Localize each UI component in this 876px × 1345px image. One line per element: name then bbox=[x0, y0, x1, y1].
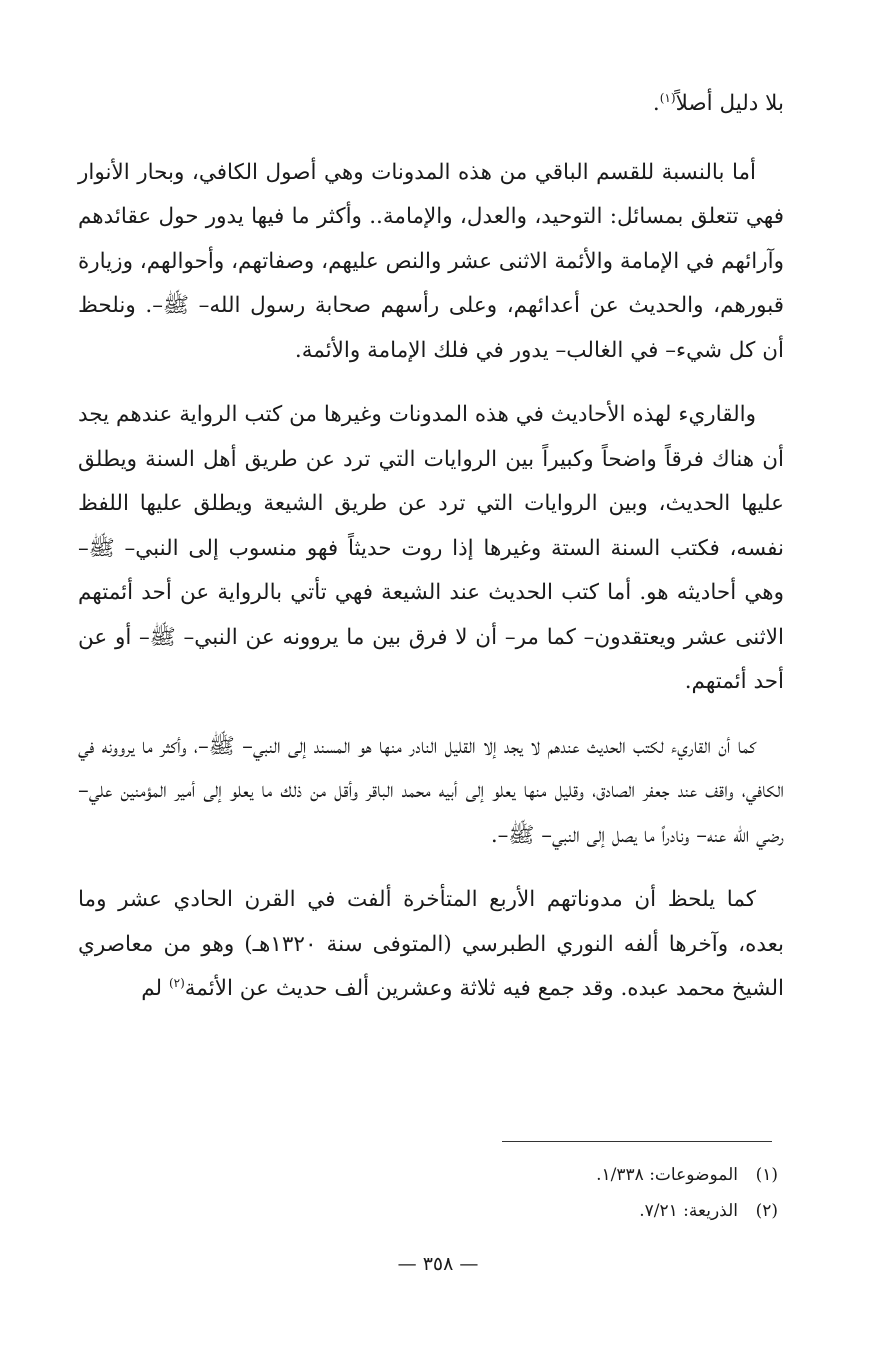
paragraph-2 bbox=[78, 393, 784, 705]
intro-text: بلا دليل أصلاً bbox=[675, 91, 784, 116]
footnote-2 bbox=[120, 1193, 778, 1229]
paragraph-1-text: أما بالنسبة للقسم الباقي من هذه المدونات وهي أصول الكافي، وبحار الأنوار فهي تتعلق بمسائل: التوحيد، والعدل، والإمامة.. وأكثر ما فيها يدور حول عقائدهم وآرائهم في الإمامة والأئمة الاثنى عشر والنص عليهم، وصفاتهم، وأحوالهم، وزيارة قبورهم، والحديث عن أعدائهم، وعلى رأسهم صحابة رسول الله– ﷺ–. ونلحظ أن كل شيء– في الغالب– يدور في فلك الإمامة والأئمة. bbox=[78, 159, 784, 363]
footnotes bbox=[120, 1157, 778, 1229]
intro-line bbox=[78, 82, 784, 127]
footnote-1 bbox=[120, 1157, 778, 1193]
paragraph-4-end: لم bbox=[141, 976, 169, 1001]
footnote-ref-1[interactable]: (١) bbox=[659, 90, 676, 105]
footnote-2-number: (٢) bbox=[755, 1201, 778, 1221]
paragraph-4-text: كما يلحظ أن مدوناتهم الأربع المتأخرة ألفت في القرن الحادي عشر وما بعده، وآخرها ألفه النوري الطبرسي (المتوفى سنة ١٣٢٠هـ) وهو من معاصري الشيخ محمد عبده. وقد جمع فيه ثلاثة وعشرين ألف حديث عن الأئمة bbox=[78, 887, 785, 1001]
footnote-divider bbox=[502, 1141, 772, 1142]
paragraph-2-text: والقاريء لهذه الأحاديث في هذه المدونات وغيرها من كتب الرواية عندهم يجد أن هناك فرقاً واضحاً وكبيراً بين الروايات التي ترد عن طريق أهل السنة ويطلق عليها الحديث، وبين الروايات التي ترد عن طريق الشيعة ويطلق عليها اللفظ نفسه، فكتب السنة الستة وغيرها إذا روت حديثاً فهو منسوب إلى النبي– ﷺ– وهي أحاديثه هو. أما كتب الحديث عند الشيعة فهي تأتي بالرواية عن أحد أئمتهم الاثنى عشر ويعتقدون– كما مر– أن لا فرق بين ما يروونه عن النبي– ﷺ– أو عن أحد أئمتهم. bbox=[78, 402, 784, 694]
paragraph-3 bbox=[78, 725, 784, 859]
intro-end: . bbox=[652, 91, 660, 116]
footnote-2-text: الذريعة: ٧/٢١. bbox=[639, 1201, 738, 1221]
paragraph-1 bbox=[78, 151, 784, 374]
page-number: — ٣٥٨ — bbox=[397, 1253, 479, 1275]
footnote-1-number: (١) bbox=[755, 1165, 778, 1185]
footnote-1-text: الموضوعات: ١/٣٣٨. bbox=[596, 1165, 738, 1185]
paragraph-4 bbox=[78, 878, 784, 1012]
paragraph-3-text: كما أن القاريء لكتب الحديث عندهم لا يجد إلا القليل النادر منها هو المسند إلى النبي– ﷺ–، وأكثر ما يروونه في الكافي، واقف عند جعفر الصادق، وقليل منها يعلو إلى أبيه محمد الباقر وأقل من ذلك ما يعلو إلى أمير المؤمنين علي– رضي الله عنه– ونادراً ما يصل إلى النبي– ﷺ–. bbox=[78, 733, 784, 848]
footnote-ref-2[interactable]: (٢) bbox=[168, 975, 185, 990]
